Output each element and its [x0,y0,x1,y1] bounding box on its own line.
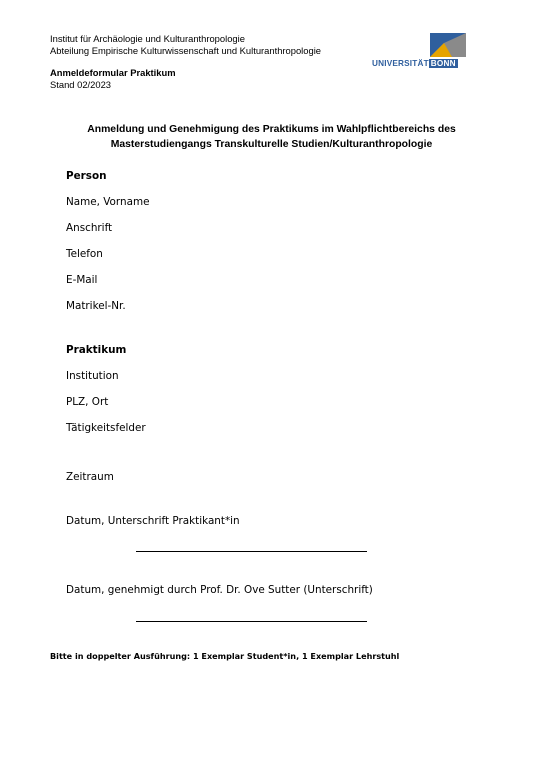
institute-name: Institut für Archäologie und Kulturanthropologie [50,33,245,44]
field-label-period: Zeitraum [66,471,114,483]
section-heading-praktikum: Praktikum [66,344,127,356]
form-name: Anmeldeformular Praktikum [50,67,176,78]
field-label-postal-code-city: PLZ, Ort [66,396,109,408]
field-label-phone: Telefon [66,248,103,260]
footer-note: Bitte in doppelter Ausführung: 1 Exemplar Student*in, 1 Exemplar Lehrstuhl [50,651,400,661]
document-title-line2: Masterstudiengangs Transkulturelle Studien/Kulturanthropologie [110,139,433,150]
logo-text-bonn: BONN [430,59,456,68]
form-version: Stand 02/2023 [50,79,111,90]
document-title-line1: Anmeldung und Genehmigung des Praktikums im Wahlpflichtbereichs des [87,124,456,135]
signature-line-approval [136,621,367,622]
field-label-matriculation-number: Matrikel-Nr. [66,300,126,312]
university-logo-mark-icon [430,33,466,57]
signature-label-student: Datum, Unterschrift Praktikant*in [66,515,240,527]
field-label-institution: Institution [66,370,119,382]
university-logo-text [372,59,458,68]
field-label-name: Name, Vorname [66,196,150,208]
field-label-address: Anschrift [66,222,113,234]
section-heading-person: Person [66,170,107,182]
signature-label-approval: Datum, genehmigt durch Prof. Dr. Ove Sutter (Unterschrift) [66,584,373,596]
signature-line-student [136,551,367,552]
logo-text-universitaet: UNIVERSITÄT [372,59,429,68]
field-label-email: E-Mail [66,274,98,286]
department-name: Abteilung Empirische Kulturwissenschaft und Kulturanthropologie [50,45,321,56]
field-label-activity-fields: Tätigkeitsfelder [66,422,146,434]
